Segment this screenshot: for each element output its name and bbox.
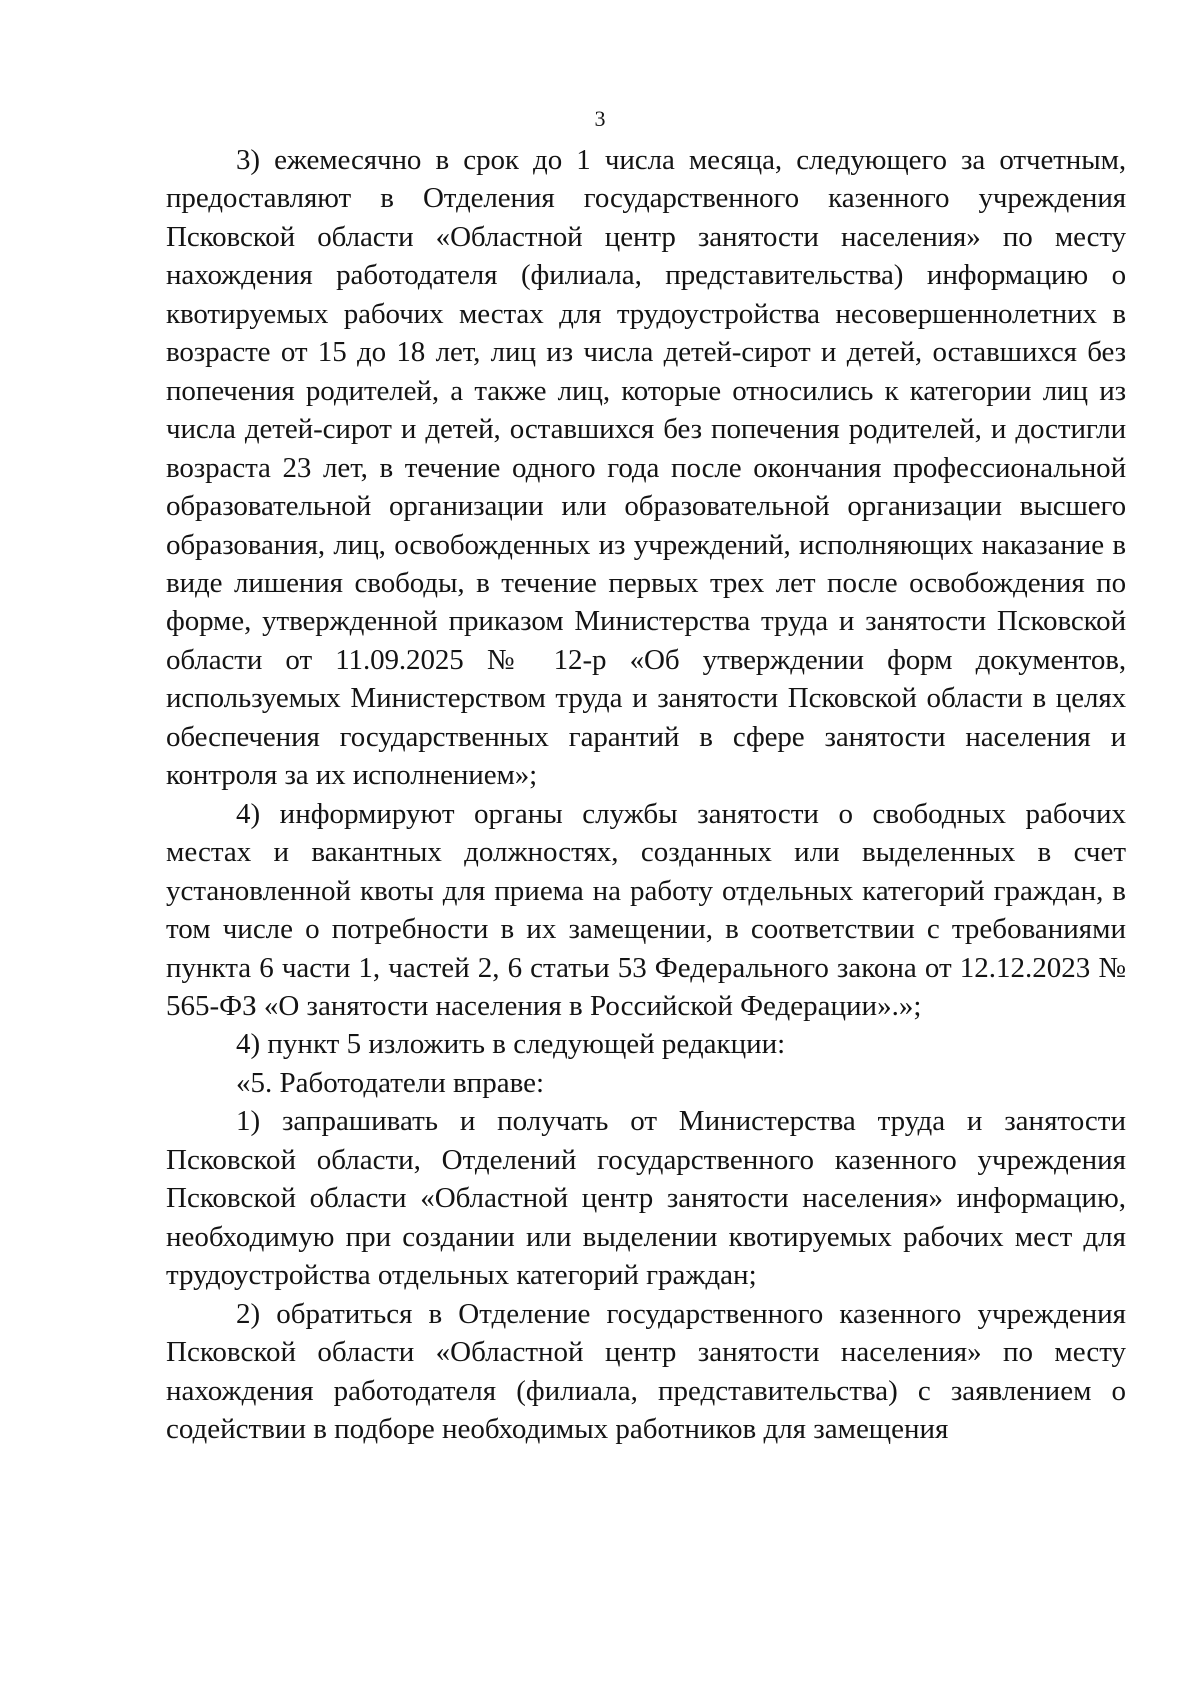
- paragraph-item-4-informing: 4) информируют органы службы занятости о свободных рабочих местах и вакантных должностях, созданных или выделенных в счет установленной квоты для приема на работу отдельных категорий граждан, в том числе о потребности в их замещении, в соответствии с требованиями пункта 6 части 1, частей 2, 6 статьи 53 Федерального закона от 12.12.2023 № 565-ФЗ «О занятости населения в Российской Федерации».»;: [166, 797, 1126, 1022]
- paragraph-point-5-heading: «5. Работодатели вправе:: [236, 1066, 545, 1099]
- page-number: 3: [594, 106, 606, 131]
- paragraph-amend-point-5: 4) пункт 5 изложить в следующей редакции:: [236, 1028, 786, 1061]
- paragraph-item-3-reporting: 3) ежемесячно в срок до 1 числа месяца, следующего за отчетным, предоставляют в Отделения государственного казенного учреждения Псковской области «Областной центр занятости населения» по месту нахождения работодателя (филиала, представительства) информацию о квотируемых рабочих местах для трудоустройства несовершеннолетних в возрасте от 15 до 18 лет, лиц из числа детей-сирот и детей, оставшихся без попечения родителей, а также лиц, которые относились к категории лиц из числа детей-сирот и детей, оставшихся без попечения родителей, и достигли возраста 23 лет, в течение одного года после окончания профессиональной образовательной организации или образовательной организации высшего образования, лиц, освобожденных из учреждений, исполняющих наказание в виде лишения свободы, в течение первых трех лет после освобождения по форме, утвержденной приказом Министерства труда и занятости Псковской области от 11.09.2025 № 12-р «Об утверждении форм документов, используемых Министерством труда и занятости Псковской области в целях обеспечения государственных гарантий в сфере занятости населения и контроля за их исполнением»;: [166, 144, 1126, 792]
- paragraph-right-1-request-info: 1) запрашивать и получать от Министерства труда и занятости Псковской области, Отделений государственного казенного учреждения Псковской области «Областной центр занятости населения» информацию, необходимую при создании или выделении квотируемых рабочих мест для трудоустройства отдельных категорий граждан;: [166, 1105, 1126, 1292]
- paragraph-right-2-apply: 2) обратиться в Отделение государственного казенного учреждения Псковской области «Областной центр занятости населения» по месту нахождения работодателя (филиала, представительства) с заявлением о содействии в подборе необходимых работников для замещения: [166, 1297, 1126, 1445]
- document-body: [166, 141, 1126, 1448]
